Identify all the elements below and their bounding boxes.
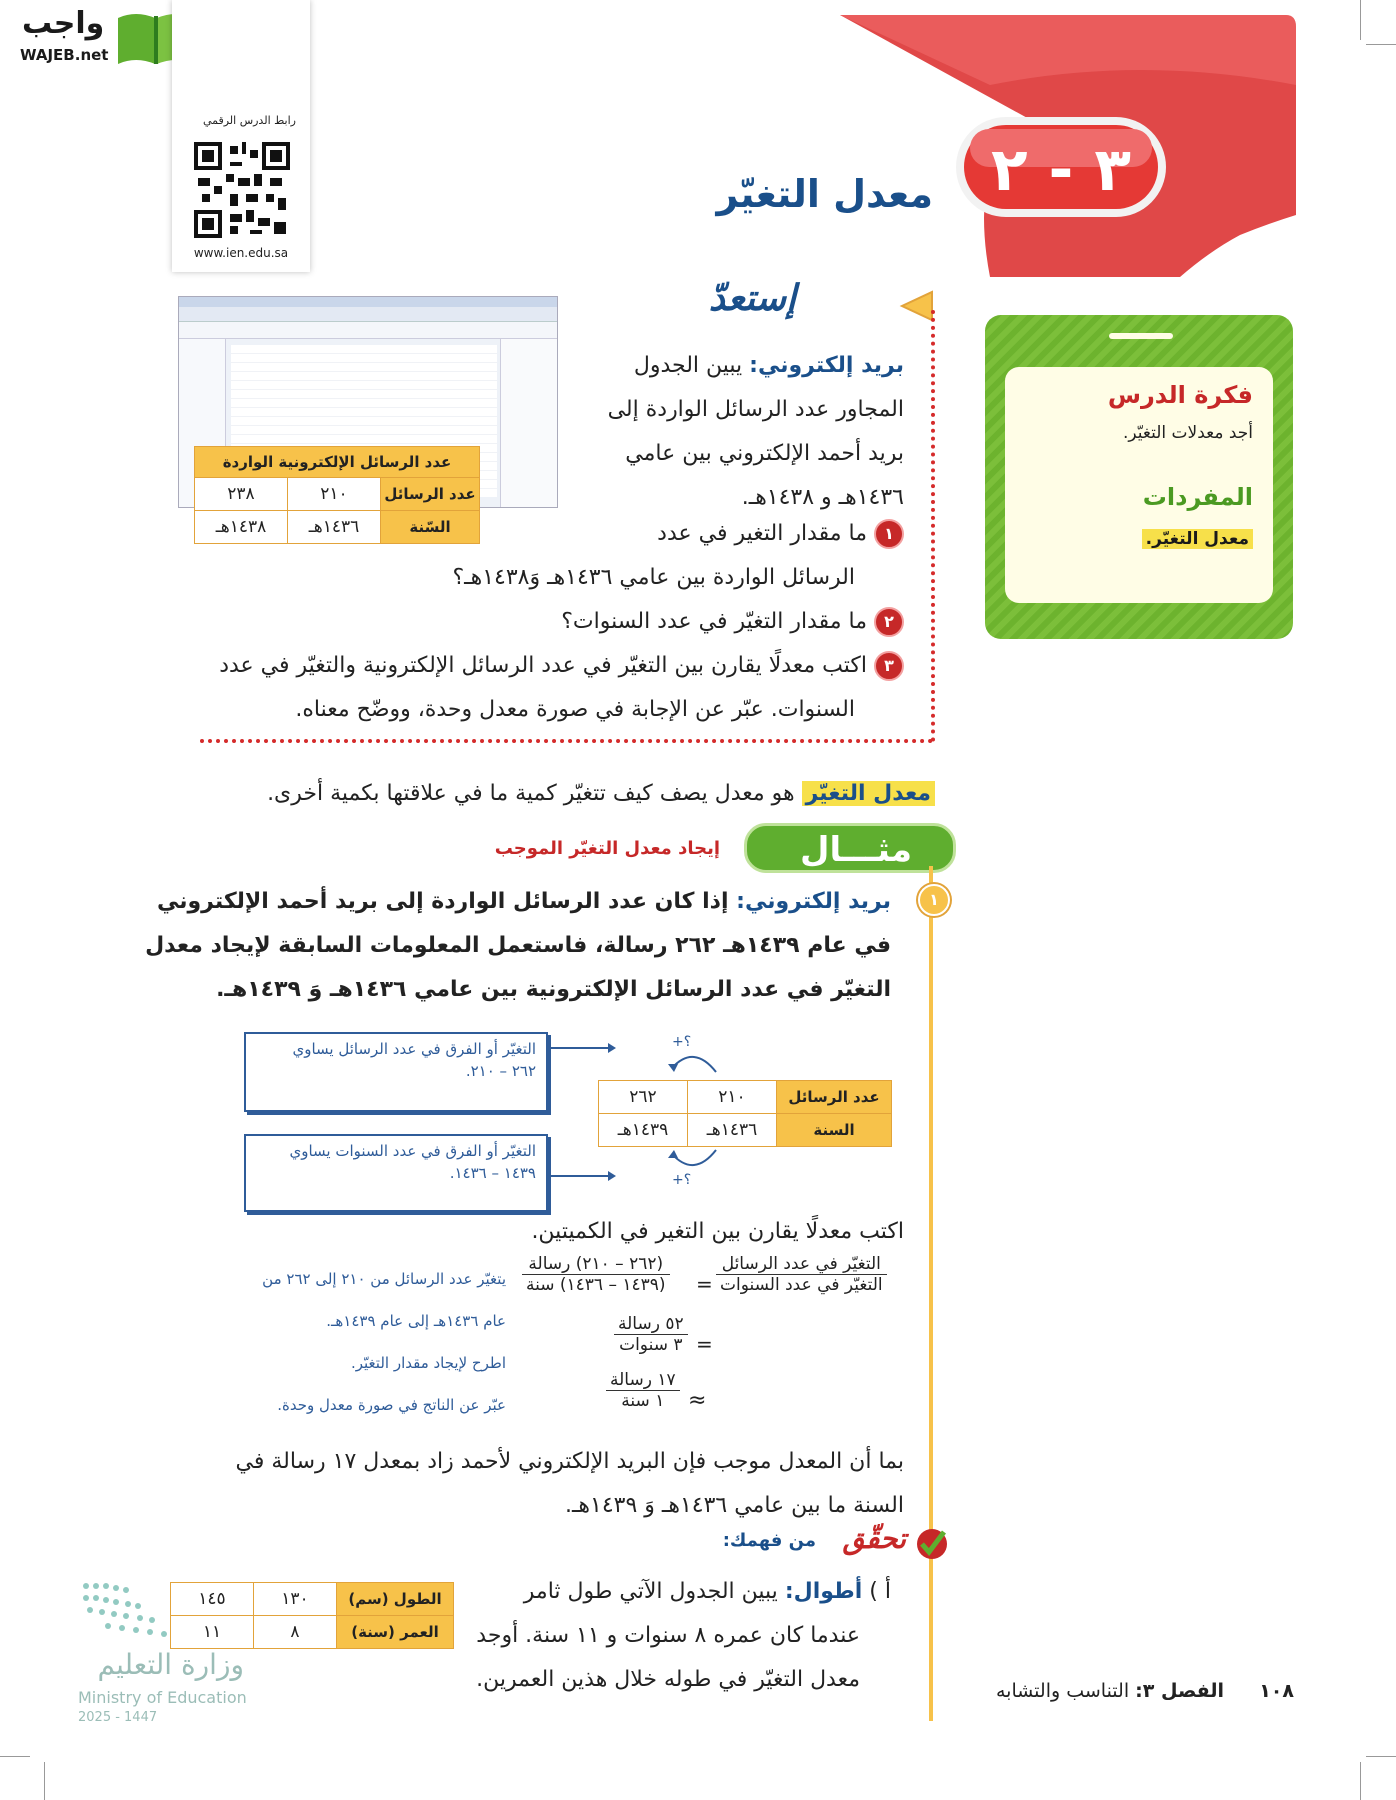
table-cell: ١٤٥ xyxy=(171,1583,254,1616)
table-cell: ٢١٠ xyxy=(288,478,381,511)
arrow-label: +؟ xyxy=(672,1172,692,1188)
write-rate-instruction: اكتب معدلًا يقارن بين التغير في الكميتين. xyxy=(531,1219,904,1244)
example-side-rule xyxy=(929,866,933,1721)
table-cell: ١١ xyxy=(171,1616,254,1649)
ministry-year: 2025 - 1447 xyxy=(78,1710,158,1725)
lesson-number: ٣ - ٢ xyxy=(991,135,1131,205)
table-cell: ١٤٣٩هـ xyxy=(599,1114,688,1147)
definition xyxy=(267,774,935,814)
question-1 xyxy=(657,512,904,556)
checkmark-icon xyxy=(914,1526,950,1562)
wajeb-logo xyxy=(8,6,198,66)
card-inner xyxy=(1005,367,1273,603)
denominator: التغيّر في عدد السنوات xyxy=(720,1275,883,1295)
question-text: ما مقدار التغيّر في عدد السنوات؟ xyxy=(561,609,867,634)
example-text: إذا كان عدد الرسائل الواردة إلى بريد أحمد الإلكتروني xyxy=(156,889,729,914)
question-number: ١ xyxy=(874,519,904,549)
question-3 xyxy=(219,644,904,688)
side-note: اطرح لإيجاد مقدار التغيّر. xyxy=(350,1354,506,1372)
denominator: (١٤٣٩ – ١٤٣٦) سنة xyxy=(526,1275,666,1295)
table-title: عدد الرسائل الإلكترونية الواردة xyxy=(195,447,480,478)
ministry-arabic: وزارة التعليم xyxy=(97,1648,244,1681)
crop-mark xyxy=(1366,44,1396,45)
fraction xyxy=(716,1254,887,1295)
table-cell: ٢٦٢ xyxy=(599,1081,688,1114)
definition-text: هو معدل يصف كيف تتغيّر كمية ما في علاقتها بكمية أخرى. xyxy=(267,781,795,806)
table-cell: ٨ xyxy=(254,1616,337,1649)
equation-step-2 xyxy=(614,1314,688,1355)
check-table xyxy=(170,1582,454,1649)
conclusion-line: السنة ما بين عامي ١٤٣٦هـ وَ ١٤٣٩هـ. xyxy=(564,1493,904,1518)
denominator: ٣ سنوات xyxy=(619,1335,683,1355)
equals-sign: = xyxy=(696,1272,713,1296)
vocab-title: المفردات xyxy=(1142,483,1253,511)
arrow-label: +؟ xyxy=(672,1034,692,1050)
example-subtitle: إيجاد معدل التغيّر الموجب xyxy=(494,838,720,859)
equation-step-3 xyxy=(606,1370,680,1411)
logo-arabic: واجب xyxy=(22,6,105,41)
table-cell: ٢٣٨ xyxy=(195,478,288,511)
explore-table xyxy=(194,446,480,544)
table-cell: ١٣٠ xyxy=(254,1583,337,1616)
question-text: ما مقدار التغير في عدد xyxy=(657,521,867,546)
side-note: عام ١٤٣٦هـ إلى عام ١٤٣٩هـ. xyxy=(326,1312,506,1330)
explore-border-bottom xyxy=(200,739,933,743)
ministry-dots-icon xyxy=(78,1580,170,1640)
box-text: التغيّر أو الفرق في عدد السنوات يساوي xyxy=(289,1142,536,1160)
numerator: التغيّر في عدد الرسائل xyxy=(716,1254,887,1275)
idea-title: فكرة الدرس xyxy=(1107,381,1253,409)
table-cell: ١٤٣٦هـ xyxy=(688,1114,777,1147)
explore-intro xyxy=(584,344,904,520)
check-keyword: أطوال: xyxy=(784,1579,863,1604)
table-cell: ٢١٠ xyxy=(688,1081,777,1114)
table-row-label: عدد الرسائل xyxy=(381,478,480,511)
example-label: مثـــال xyxy=(799,830,912,870)
approx-sign: ≈ xyxy=(688,1388,707,1413)
page-number: ١٠٨ xyxy=(1259,1680,1294,1702)
example-table xyxy=(598,1080,892,1147)
question-number: ٣ xyxy=(874,651,904,681)
question-text: اكتب معدلًا يقارن بين التغيّر في عدد الرسائل الإلكترونية والتغيّر في عدد xyxy=(219,653,867,678)
question-number: ٢ xyxy=(874,607,904,637)
vocab-term: معدل التغيّر. xyxy=(1142,529,1253,549)
fraction xyxy=(606,1370,680,1411)
fraction xyxy=(614,1314,688,1355)
table-row-label: السّنة xyxy=(381,511,480,544)
chapter-footer xyxy=(996,1680,1224,1702)
check-label: أ ) xyxy=(869,1579,891,1604)
idea-text: أجد معدلات التغيّر. xyxy=(1122,423,1253,443)
table-cell: ١٤٣٦هـ xyxy=(288,511,381,544)
table-row-label: عدد الرسائل xyxy=(777,1081,892,1114)
definition-term: معدل التغيّر xyxy=(802,781,935,806)
crop-mark xyxy=(44,1762,45,1800)
chapter-title: التناسب والتشابه xyxy=(995,1680,1130,1702)
card-handle xyxy=(1109,333,1173,339)
box-text: التغيّر أو الفرق في عدد الرسائل يساوي xyxy=(292,1040,536,1058)
intro-text: يبين الجدول المجاور عدد الرسائل الواردة إلى بريد أحمد الإلكتروني بين عامي ١٤٣٦هـ و ١٤٣٨هـ. xyxy=(607,353,904,510)
ministry-english: Ministry of Education xyxy=(78,1688,247,1707)
side-note: يتغيّر عدد الرسائل من ٢١٠ إلى ٢٦٢ من xyxy=(262,1270,506,1288)
check-subtitle: من فهمك: xyxy=(722,1530,816,1551)
table-cell: ١٤٣٨هـ xyxy=(195,511,288,544)
example-keyword: بريد إلكتروني: xyxy=(736,889,891,914)
numerator: ١٧ رسالة xyxy=(606,1370,680,1391)
check-title: تحقّق xyxy=(842,1522,906,1555)
crop-mark xyxy=(1366,1756,1396,1757)
side-note: عبّر عن الناتج في صورة معدل وحدة. xyxy=(277,1396,506,1414)
chapter-label: الفصل ٣: xyxy=(1135,1680,1224,1702)
difference-box-messages xyxy=(244,1032,548,1112)
crop-mark xyxy=(0,1756,30,1757)
qr-url[interactable]: www.ien.edu.sa xyxy=(193,246,289,260)
example-number: ١ xyxy=(918,884,950,916)
check-text: معدل التغيّر في طوله خلال هذين العمرين. xyxy=(476,1667,860,1692)
crop-mark xyxy=(1360,0,1361,40)
question-text: الرسائل الواردة بين عامي ١٤٣٦هـ وَ١٤٣٨هـ؟ xyxy=(452,565,855,590)
equals-sign: = xyxy=(696,1332,713,1356)
check-text: يبين الجدول الآتي طول ثامر xyxy=(523,1579,778,1604)
lesson-idea-card xyxy=(985,315,1293,639)
numerator: ٥٢ رسالة xyxy=(614,1314,688,1335)
crop-mark xyxy=(1360,1762,1361,1800)
fraction xyxy=(522,1254,670,1295)
conclusion-line: بما أن المعدل موجب فإن البريد الإلكتروني لأحمد زاد بمعدل ١٧ رسالة في xyxy=(235,1449,904,1474)
qr-code-icon[interactable] xyxy=(194,142,290,238)
check-text: عندما كان عمره ٨ سنوات و ١١ سنة. أوجد xyxy=(476,1623,860,1648)
table-row-label: العمر (سنة) xyxy=(337,1616,454,1649)
equation-step-1 xyxy=(522,1254,670,1295)
example-text: في عام ١٤٣٩هـ ٢٦٢ رسالة، فاستعمل المعلومات السابقة لإيجاد معدل xyxy=(145,933,891,958)
lesson-title: معدل التغيّر xyxy=(716,172,933,216)
example-line-1 xyxy=(157,880,891,924)
denominator: ١ سنة xyxy=(621,1391,665,1411)
explore-heading: إستعدّ xyxy=(708,278,796,319)
qr-card[interactable] xyxy=(172,0,310,272)
box-text: ١٤٣٩ – ١٤٣٦. xyxy=(449,1164,536,1182)
logo-latin: WAJEB.net xyxy=(20,46,109,64)
question-2 xyxy=(561,600,904,644)
check-line-1 xyxy=(524,1570,891,1614)
question-text: السنوات. عبّر عن الإجابة في صورة معدل وحدة، ووضّح معناه. xyxy=(295,697,855,722)
difference-box-years xyxy=(244,1134,548,1212)
intro-keyword: بريد إلكتروني: xyxy=(749,353,904,378)
qr-label: رابط الدرس الرقمي xyxy=(202,114,296,127)
example-text: التغيّر في عدد الرسائل الإلكترونية بين عامي ١٤٣٦هـ وَ ١٤٣٩هـ. xyxy=(216,977,891,1002)
table-row-label: السنة xyxy=(777,1114,892,1147)
table-row-label: الطول (سم) xyxy=(337,1583,454,1616)
box-text: ٢٦٢ – ٢١٠. xyxy=(465,1062,536,1080)
equation-lhs xyxy=(716,1254,887,1295)
numerator: (٢٦٢ – ٢١٠) رسالة xyxy=(522,1254,670,1275)
